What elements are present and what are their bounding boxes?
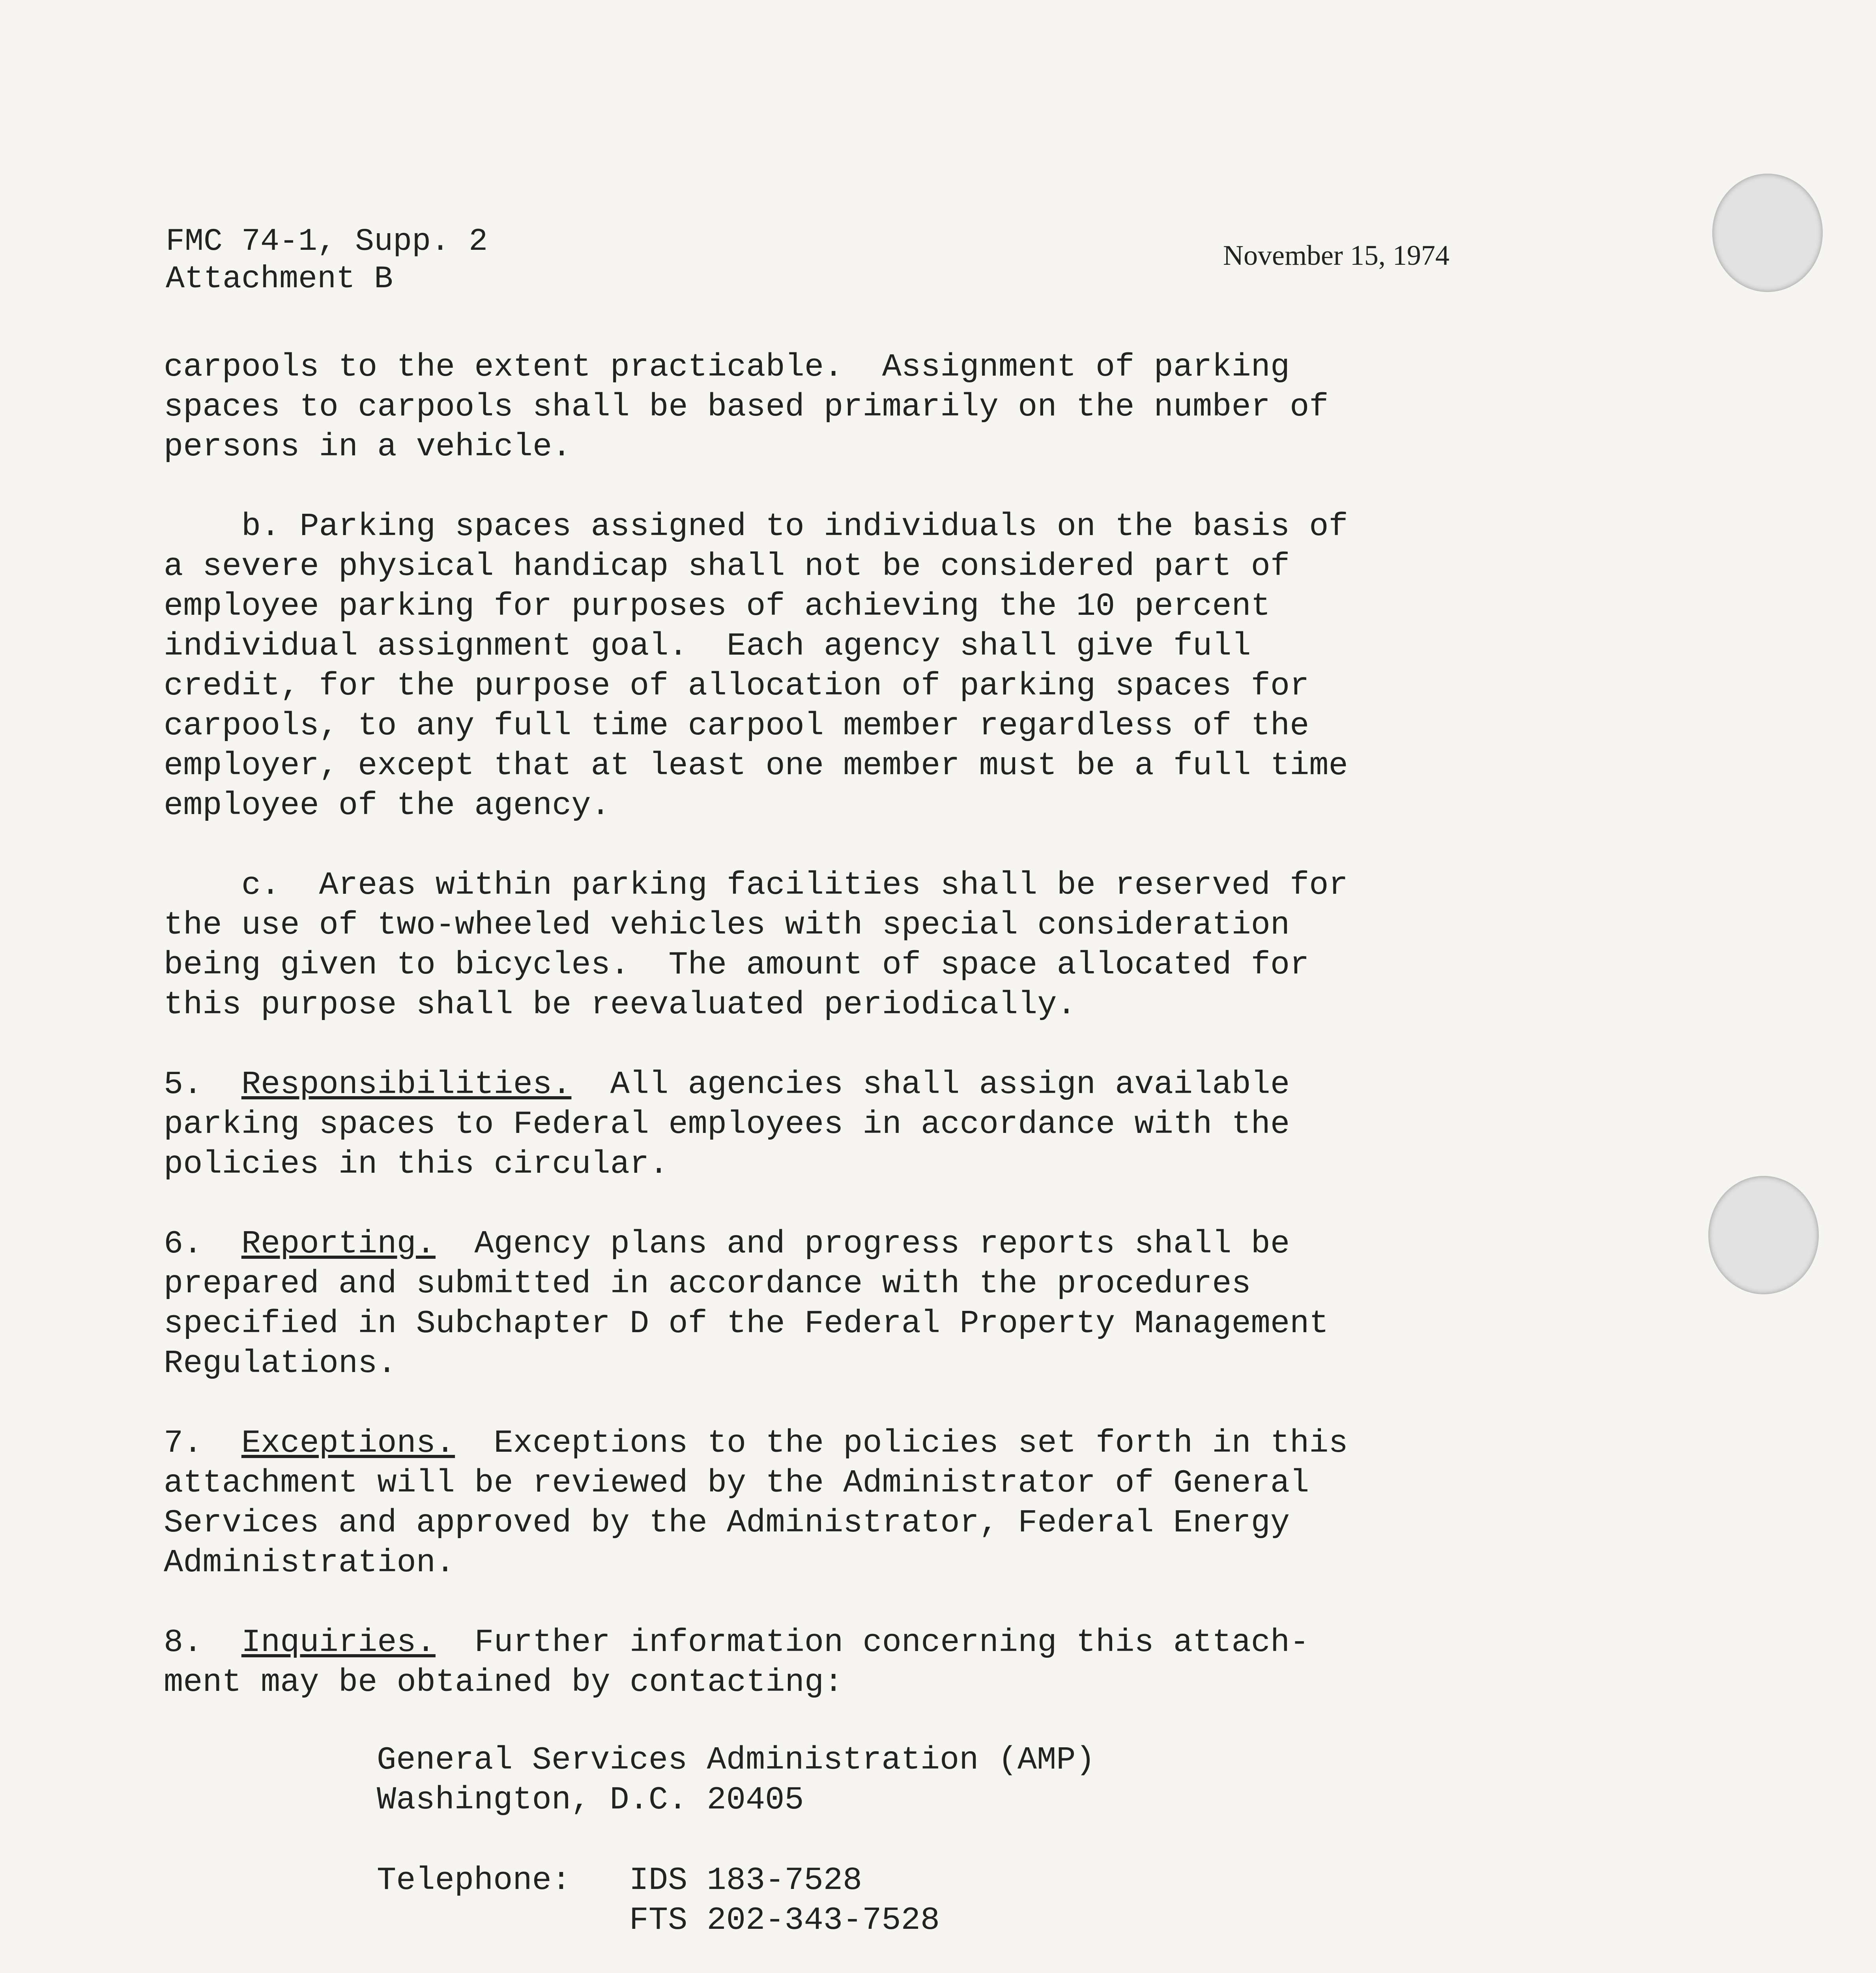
section-exceptions: 7. Exceptions. Exceptions to the policies set forth in this attachment will be reviewed by the Administrator of General Services and approved by the Administrator, Federal Energy Administration. xyxy=(164,1425,1348,1581)
punch-hole xyxy=(1712,174,1823,292)
section-reporting: 6. Reporting. Agency plans and progress reports shall be prepared and submitted in accordance with the procedures specified in Subchapter D of the Federal Property Management Regulations. xyxy=(164,1226,1329,1382)
section-heading: Exceptions. xyxy=(241,1425,455,1462)
punch-hole xyxy=(1708,1176,1819,1294)
phone-ids: IDS 183-7528 xyxy=(629,1862,862,1899)
document-header xyxy=(166,223,488,298)
phone-label: Telephone: xyxy=(377,1862,571,1899)
contact-org: General Services Administration (AMP) xyxy=(377,1742,1095,1778)
section-inquiries: 8. Inquiries. Further information concerning this attach- ment may be obtained by contacting: xyxy=(164,1624,1309,1701)
paragraph-intro: carpools to the extent practicable. Assignment of parking spaces to carpools shall be based primarily on the number of persons in a vehicle. xyxy=(164,349,1329,465)
section-heading: Responsibilities. xyxy=(241,1066,572,1103)
contact-city: Washington, D.C. 20405 xyxy=(377,1782,804,1818)
paragraph-b: b. Parking spaces assigned to individuals on the basis of a severe physical handicap shall not be considered part of employee parking for purposes of achieving the 10 percent individual assignment goal. Each agency shall give full credit, for the purpose of allocation of parking spaces for carpools, to any full time carpool member regardless of the employer, except that at least one member must be a full time employee of the agency. xyxy=(164,508,1348,824)
contact-address xyxy=(377,1740,1095,1820)
document-body xyxy=(164,347,1663,1742)
section-heading: Reporting. xyxy=(241,1226,436,1262)
attachment-label: Attachment B xyxy=(166,261,393,297)
paragraph-c: c. Areas within parking facilities shall be reserved for the use of two-wheeled vehicles with special consideration being given to bicycles. The amount of space allocated for this purpose shall be reevaluated periodically. xyxy=(164,867,1348,1023)
section-responsibilities: 5. Responsibilities. All agencies shall assign available parking spaces to Federal employees in accordance with the policies in this circular. xyxy=(164,1066,1290,1183)
document-date: November 15, 1974 xyxy=(1223,240,1450,271)
phone-fts: FTS 202-343-7528 xyxy=(629,1902,940,1939)
contact-phone xyxy=(377,1861,940,1940)
circular-number: FMC 74-1, Supp. 2 xyxy=(166,224,488,260)
section-heading: Inquiries. xyxy=(241,1624,436,1661)
